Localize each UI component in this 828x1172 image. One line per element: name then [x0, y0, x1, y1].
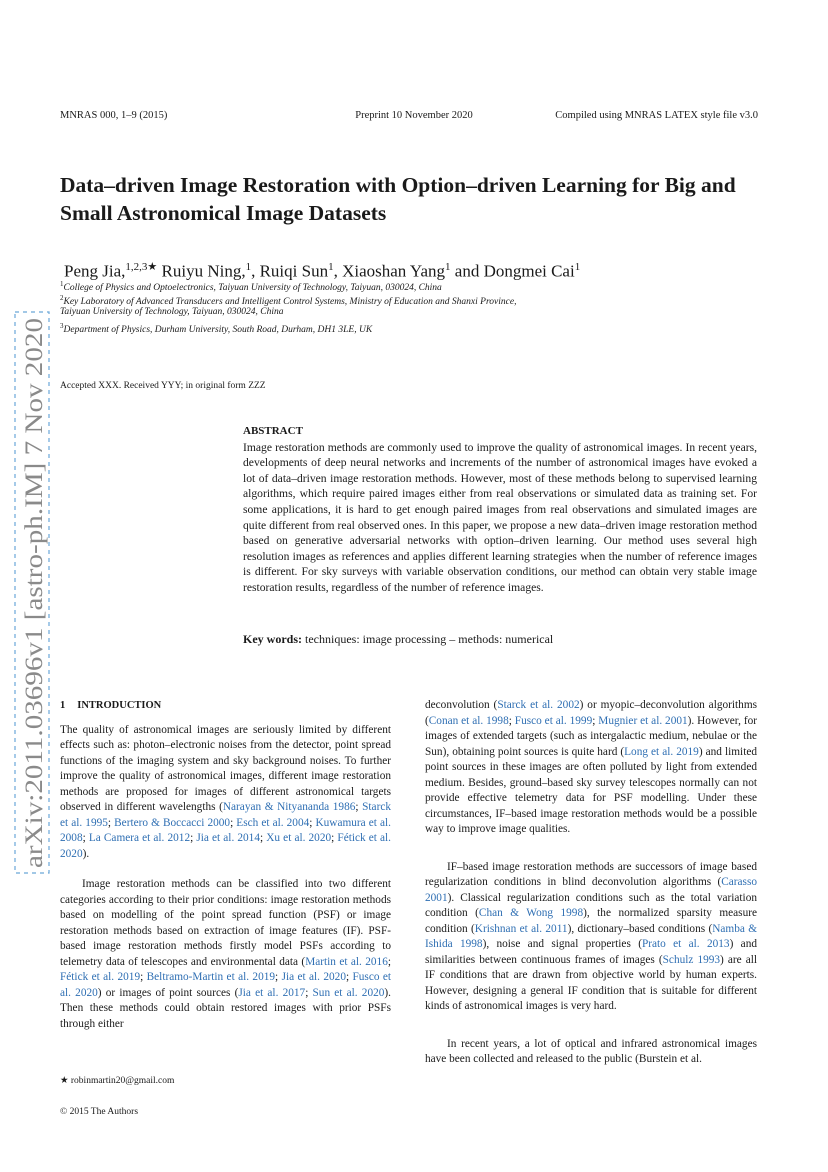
- corresponding-author-footnote: ★ robinmartin20@gmail.com: [60, 1076, 175, 1086]
- intro-paragraph-3: deconvolution (Starck et al. 2002) or myopic–deconvolution algorithms (Conan et al. 1998; Fusco et al. 1999; Mugnier et al. 2001). However, for images of extended targets (such as intergalactic medium, nebulae or the Sun), obtaining point sources is quite hard (Long et al. 2019) and limited point sources in these images are often polluted by light from extended medium. Besides, ground–based sky survey telescopes normally can not provide effective telemetry data for PSF modelling. Under these circumstances, IF–based image restoration methods would be a possible way to improve image qualities.: [425, 699, 758, 835]
- right-column: [425, 698, 757, 1068]
- affiliation-3: $^3$Department of Physics, Durham University, South Road, Durham, DH1 3LE, UK: [60, 322, 373, 336]
- affiliation-1: $^1$College of Physics and Optoelectronics, Taiyuan University of Technology, Taiyuan, 030024, China: [60, 280, 442, 294]
- intro-paragraph-2: Image restoration methods can be classified into two different categories according to their prior conditions: image restoration methods based on modelling of the point spread function (PSF) or image restoration methods based on extraction of image features (IF). PSF-based image restoration methods firstly model PSFs according to telemetry data of telescopes and environmental data (Martin et al. 2016; Fétick et al. 2019; Beltramo-Martin et al. 2019; Jia et al. 2020; Fusco et al. 2020) or images of point sources (Jia et al. 2017; Sun et al. 2020). Then these methods could obtain restored images with prior PSFs through either: [60, 878, 392, 1030]
- author-list: Peng Jia,$^{1,2,3★}$ Ruiyu Ning,$^1$, Ruiqi Sun$^1$, Xiaoshan Yang$^1$ and Dongmei Cai$^1$: [64, 261, 581, 281]
- section-title: INTRODUCTION: [77, 700, 162, 711]
- header-compiled-note: Compiled using MNRAS LATEX style file v3.0: [555, 110, 758, 121]
- keywords-label: Key words:: [243, 632, 302, 646]
- intro-paragraph-1: The quality of astronomical images are seriously limited by different effects such as: photon–electronic noises from the detector, point spread functions of the imaging system and sky background noises. To further improve the quality of astronomical images, different image restoration methods are proposed for images of different astronomical targets observed in different wavelengths (Narayan & Nityananda 1986; Starck et al. 1995; Bertero & Boccacci 2000; Esch et al. 2004; Kuwamura et al. 2008; La Camera et al. 2012; Jia et al. 2014; Xu et al. 2020; Fétick et al. 2020).: [60, 723, 392, 860]
- keywords-text: techniques: image processing – methods: numerical: [305, 632, 554, 646]
- abstract-block: [243, 424, 757, 596]
- left-column: [60, 698, 391, 1032]
- paper-title: Data–driven Image Restoration with Option–driven Learning for Big and Small Astronomical Image Datasets: [60, 173, 736, 225]
- intro-paragraph-4: IF–based image restoration methods are successors of image based regularization conditions in blind deconvolution algorithms (Carasso 2001). Classical regularization conditions such as the total variation condition (Chan & Wong 1998), the normalized sparsity measure condition (Krishnan et al. 2011), dictionary–based conditions (Namba & Ishida 1998), noise and signal properties (Prato et al. 2013) and similarities between continuous frames of images (Schulz 1993) are all IF conditions that are drawn from objective world by human experts. However, designing a general IF condition that is suitable for different kinds of astronomical images is very hard.: [425, 860, 757, 1012]
- section-heading: [60, 698, 391, 714]
- affiliation-2: $^2$Key Laboratory of Advanced Transducers and Intelligent Control Systems, Ministry of Education and Shanxi Province,: [60, 294, 517, 308]
- affiliation-2-continued: Taiyuan University of Technology, Taiyuan, 030024, China: [60, 307, 284, 317]
- arxiv-stamp-text: arXiv:2011.03696v1 [astro-ph.IM] 7 Nov 2020: [21, 395, 48, 868]
- acceptance-line: Accepted XXX. Received YYY; in original form ZZZ: [60, 381, 266, 391]
- keywords-line: [243, 632, 757, 647]
- header-preprint-date: Preprint 10 November 2020: [355, 110, 473, 121]
- intro-paragraph-5: In recent years, a lot of optical and infrared astronomical images have been collected and released to the public (Burstein et al.: [425, 1037, 757, 1065]
- arxiv-stamp: [12, 310, 52, 875]
- abstract-text: Image restoration methods are commonly used to improve the quality of astronomical images. In recent years, developments of deep neural networks and increments of the number of astronomical images have evoked a lot of data–driven image restoration methods. However, most of these methods belong to supervised learning algorithms, which require paired images either from real observations or simulated data as training set. For some applications, it is hard to get enough paired images from real observations and simulated images are quite different from real observed ones. In this paper, we propose a new data–driven image restoration method based on generative adversarial networks with option–driven learning. Our method uses several high resolution images as references and applies different learning strategies when the number of reference images is different. For sky surveys with variable observation conditions, our method can obtain very stable image restoration results, regardless of the number of reference images.: [243, 440, 757, 594]
- abstract-heading: ABSTRACT: [243, 425, 303, 437]
- copyright-line: © 2015 The Authors: [60, 1107, 139, 1117]
- section-number: 1: [60, 700, 66, 711]
- header-journal-ref: MNRAS 000, 1–9 (2015): [60, 110, 168, 121]
